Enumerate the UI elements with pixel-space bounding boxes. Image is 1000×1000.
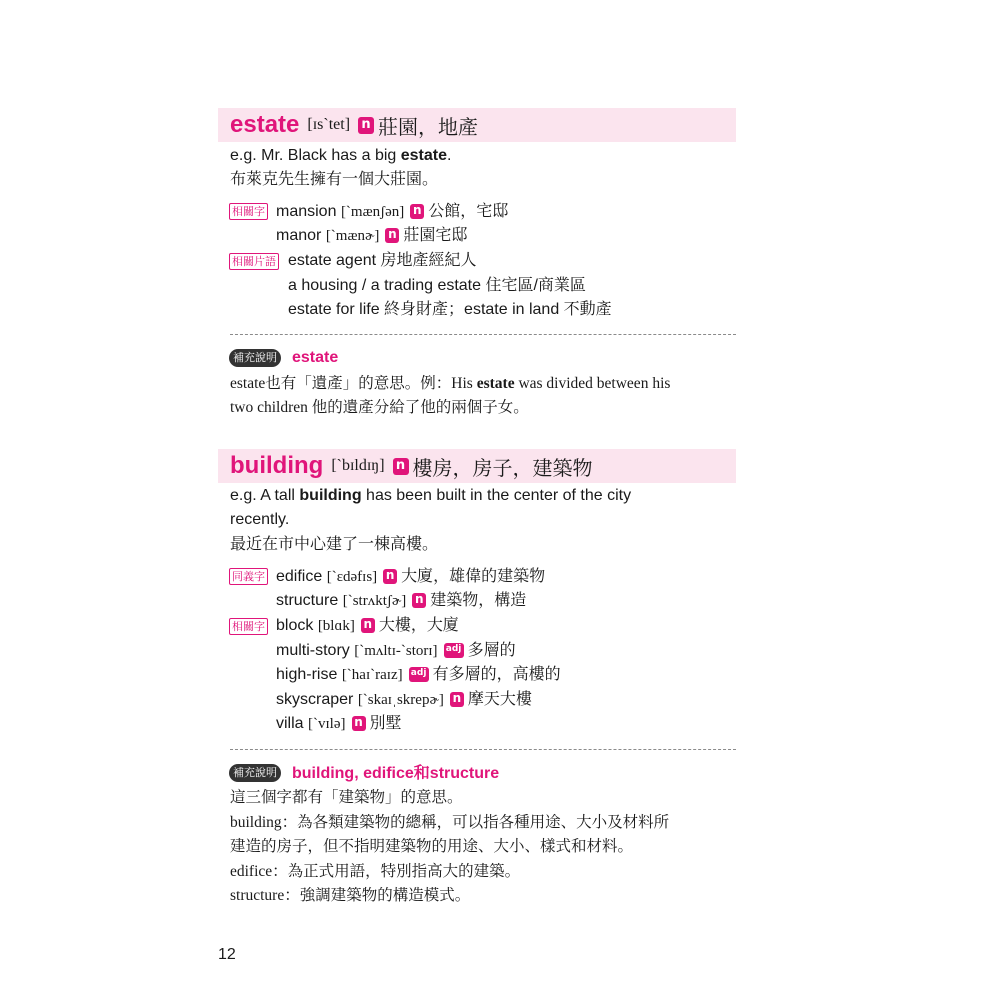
headword-meaning: 莊園，地產 xyxy=(378,114,479,139)
note-title: building, edifice和structure xyxy=(292,763,500,782)
noun-badge-icon: n xyxy=(412,593,426,608)
note-text: two children 他的遺產分給了他的兩個子女。 xyxy=(230,399,529,416)
noun-badge-icon: n xyxy=(450,692,464,707)
note-title: estate xyxy=(292,349,339,366)
supplementary-note-tag: 補充說明 xyxy=(229,764,281,782)
page-number: 12 xyxy=(218,946,236,963)
headword-meaning: 樓房，房子，建築物 xyxy=(412,455,593,480)
synonyms-tag: 同義字 xyxy=(229,568,268,585)
headword: building xyxy=(230,452,324,479)
note-text: 建造的房子，但不指明建築物的用途、大小、樣式和材料。 xyxy=(230,838,634,855)
noun-badge-icon: n xyxy=(383,569,397,584)
supplementary-note-tag: 補充說明 xyxy=(229,349,281,367)
noun-badge-icon: n xyxy=(361,618,375,633)
note-text: 這三個字都有「建築物」的意思。 xyxy=(230,789,463,806)
noun-badge-icon: n xyxy=(385,228,399,243)
note-text: building：為各類建築物的總稱，可以指各種用途、大小及材料所 xyxy=(230,814,670,831)
example-translation: 最近在市中心建了一棟高樓。 xyxy=(230,536,439,553)
example-sentence-continued: recently. xyxy=(230,511,290,528)
example-sentence: e.g. Mr. Black has a big estate. xyxy=(230,147,452,164)
entry-header-building xyxy=(218,449,736,483)
related-word-item: multi-story [`mʌltɪ-`storɪ] adj 多層的 xyxy=(276,642,516,659)
noun-badge-icon: n xyxy=(410,204,424,219)
adjective-badge-icon: adj xyxy=(444,643,464,658)
pronunciation: [ɪs`tet] xyxy=(307,116,351,133)
related-phrase-item: a housing / a trading estate 住宅區/商業區 xyxy=(288,277,586,294)
noun-badge-icon: n xyxy=(358,117,374,134)
example-sentence: e.g. A tall building has been built in the center of the city xyxy=(230,487,632,504)
note-text: structure：強調建築物的構造模式。 xyxy=(230,887,471,904)
synonym-item: edifice [`ɛdəfɪs] n 大廈，雄偉的建築物 xyxy=(276,568,546,585)
related-phrases-tag: 相關片語 xyxy=(229,253,279,270)
related-word-item: high-rise [`haɪ`raɪz] adj 有多層的，高樓的 xyxy=(276,666,561,683)
section-divider xyxy=(230,749,736,750)
related-word-item: villa [`vɪlə] n 別墅 xyxy=(276,715,402,732)
related-word-item: skyscraper [`skaɪˌskrepɚ] n 摩天大樓 xyxy=(276,691,532,708)
related-word-item: manor [`mænɚ] n 莊園宅邸 xyxy=(276,227,468,244)
related-words-tag: 相關字 xyxy=(229,618,268,635)
synonym-item: structure [`strʌktʃɚ] n 建築物，構造 xyxy=(276,592,527,609)
related-phrase-item: estate agent 房地產經紀人 xyxy=(288,252,477,269)
entry-header-estate xyxy=(218,108,736,142)
related-words-tag: 相關字 xyxy=(229,203,268,220)
adjective-badge-icon: adj xyxy=(409,667,429,682)
related-phrase-item: estate for life 終身財產；estate in land 不動產 xyxy=(288,301,612,318)
example-translation: 布萊克先生擁有一個大莊園。 xyxy=(230,171,439,188)
note-text: edifice：為正式用語，特別指高大的建築。 xyxy=(230,863,521,880)
noun-badge-icon: n xyxy=(393,458,409,475)
section-divider xyxy=(230,334,736,335)
note-text: estate也有「遺產」的意思。例：His estate was divided between his xyxy=(230,375,671,392)
related-word-item: mansion [`mænʃən] n 公館，宅邸 xyxy=(276,203,509,220)
noun-badge-icon: n xyxy=(352,716,366,731)
headword: estate xyxy=(230,111,300,138)
pronunciation: [`bɪldɪŋ] xyxy=(331,457,385,474)
related-word-item: block [blɑk] n 大樓，大廈 xyxy=(276,617,459,634)
